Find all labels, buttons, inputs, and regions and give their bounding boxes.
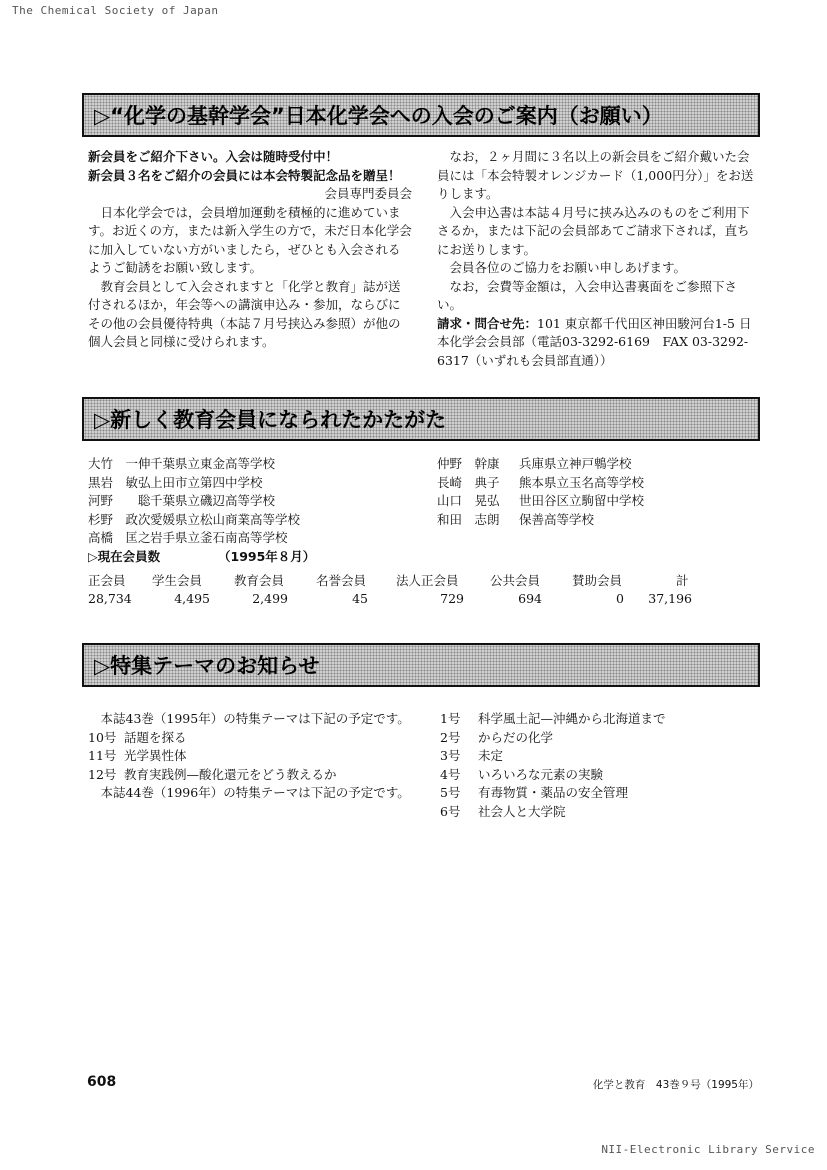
member-row: 杉野 政次 愛媛県立松山商業高等学校 bbox=[88, 511, 301, 527]
features-banner: ▷特集テーマのお知らせ bbox=[82, 643, 760, 687]
features-left-column bbox=[88, 710, 412, 803]
page-number: 608 bbox=[87, 1074, 117, 1090]
stats-value: 45 bbox=[352, 591, 368, 606]
stats-value: 4,495 bbox=[174, 591, 210, 606]
stats-header: 賛助会員 bbox=[572, 573, 623, 588]
member-row: 山口 晃弘 世田谷区立駒留中学校 bbox=[437, 493, 645, 508]
stats-title-row bbox=[88, 548, 315, 567]
feature-item: 2号 からだの化学 bbox=[440, 729, 554, 745]
paragraph: 入会申込書は本誌４月号に挟み込みのものをご利用下さるか，または下記の会員部あてご請求下されば，直ちにお送りします。 bbox=[437, 204, 750, 257]
member-row: 仲野 幹康 兵庫県立神戸鵯学校 bbox=[437, 456, 632, 471]
membership-right-column bbox=[437, 148, 761, 370]
paragraph: 日本化学会では，会員増加運動を積極的に進めています。お近くの方，または新入学生の方で，未だ日本化学会に加入していない方がいましたら，ぜひとも入会されるようご勧誘をお願い致します。 bbox=[88, 204, 412, 275]
stats-value: 694 bbox=[518, 591, 542, 606]
stats-header: 教育会員 bbox=[234, 573, 285, 588]
stats-value: 28,734 bbox=[88, 591, 132, 606]
footer-mark: NII-Electronic Library Service bbox=[601, 1143, 815, 1156]
stats-header: 法人正会員 bbox=[396, 573, 459, 588]
feature-item: 3号 未定 bbox=[440, 748, 504, 763]
paragraph: 本誌44巻（1996年）の特集テーマは下記の予定です。 bbox=[100, 785, 410, 800]
member-row: 和田 志朗 保善高等学校 bbox=[437, 511, 595, 527]
features-right-column bbox=[440, 710, 760, 821]
feature-item: 10号 話題を探る bbox=[88, 729, 187, 745]
feature-item: 4号 いろいろな元素の実験 bbox=[440, 766, 604, 782]
stats-value: 0 bbox=[616, 591, 624, 606]
contact-text: 101 東京都千代田区神田駿河台1-5 日本化学会会員部（電話03-3292-6169 FAX 03-3292-6317（いずれも会員部直通）） bbox=[437, 315, 752, 368]
stats-header: 計 bbox=[676, 573, 689, 588]
journal-citation: 化学と教育 43巻９号（1995年） bbox=[592, 1079, 759, 1091]
member-stats-table bbox=[88, 572, 698, 612]
membership-left-column bbox=[88, 148, 412, 352]
feature-item: 12号 教育実践例—酸化還元をどう教えるか bbox=[88, 766, 337, 782]
stats-header: 名誉会員 bbox=[316, 573, 367, 588]
member-row: 高橋 匡之 岩手県立釜石南高等学校 bbox=[88, 530, 288, 545]
contact-block bbox=[437, 315, 761, 371]
paragraph: 教育会員として入会されますと「化学と教育」誌が送付されるほか，年会等への講演申込み・参加，ならびにその他の会員優待特典（本誌７月号挟込み参照）が他の個人会員と同様に受けられます。 bbox=[88, 278, 401, 349]
member-row: 河野 聡 千葉県立磯辺高等学校 bbox=[88, 493, 276, 508]
member-row: 黒岩 敏弘 上田市立第四中学校 bbox=[88, 474, 263, 490]
stats-header: 公共会員 bbox=[490, 573, 541, 588]
paragraph: なお，２ヶ月間に３名以上の新会員をご紹介戴いた会員には「本会特製オレンジカード（1,000円分）」をお送りします。 bbox=[437, 149, 754, 201]
header-mark: The Chemical Society of Japan bbox=[12, 4, 219, 17]
bold-line: 新会員をご紹介下さい。入会は随時受付中！ bbox=[88, 149, 339, 164]
stats-value: 729 bbox=[440, 591, 464, 606]
paragraph: 会員各位のご協力をお願い申しあげます。 bbox=[449, 260, 687, 275]
member-row: 大竹 一伸 千葉県立東金高等学校 bbox=[88, 456, 276, 471]
feature-item: 11号 光学異性体 bbox=[88, 748, 187, 763]
feature-item: 5号 有毒物質・薬品の安全管理 bbox=[440, 785, 629, 800]
new-members-banner: ▷新しく教育会員になられたかたがた bbox=[82, 397, 760, 441]
stats-date: （1995年８月） bbox=[218, 548, 316, 564]
stats-value: 37,196 bbox=[648, 591, 692, 606]
stats-value: 2,499 bbox=[252, 591, 288, 606]
signature: 会員専門委員会 bbox=[324, 186, 412, 201]
stats-header: 正会員 bbox=[88, 573, 126, 588]
membership-banner: ▷“化学の基幹学会”日本化学会への入会のご案内（お願い） bbox=[82, 93, 760, 137]
new-members-left bbox=[88, 455, 315, 566]
paragraph: 本誌43巻（1995年）の特集テーマは下記の予定です。 bbox=[100, 711, 410, 726]
feature-item: 1号 科学風土記—沖縄から北海道まで bbox=[440, 711, 666, 726]
stats-title: ▷現在会員数 bbox=[88, 548, 161, 564]
contact-label: 請求・問合せ先： bbox=[437, 315, 538, 331]
stats-header: 学生会員 bbox=[152, 573, 203, 588]
feature-item: 6号 社会人と大学院 bbox=[440, 803, 566, 819]
paragraph: なお，会費等金額は，入会申込書裏面をご参照下さい。 bbox=[437, 278, 738, 312]
bold-line: 新会員３名をご紹介の会員には本会特製記念品を贈呈！ bbox=[88, 167, 401, 183]
member-row: 長崎 典子 熊本県立玉名高等学校 bbox=[437, 474, 645, 490]
new-members-right bbox=[437, 455, 644, 529]
